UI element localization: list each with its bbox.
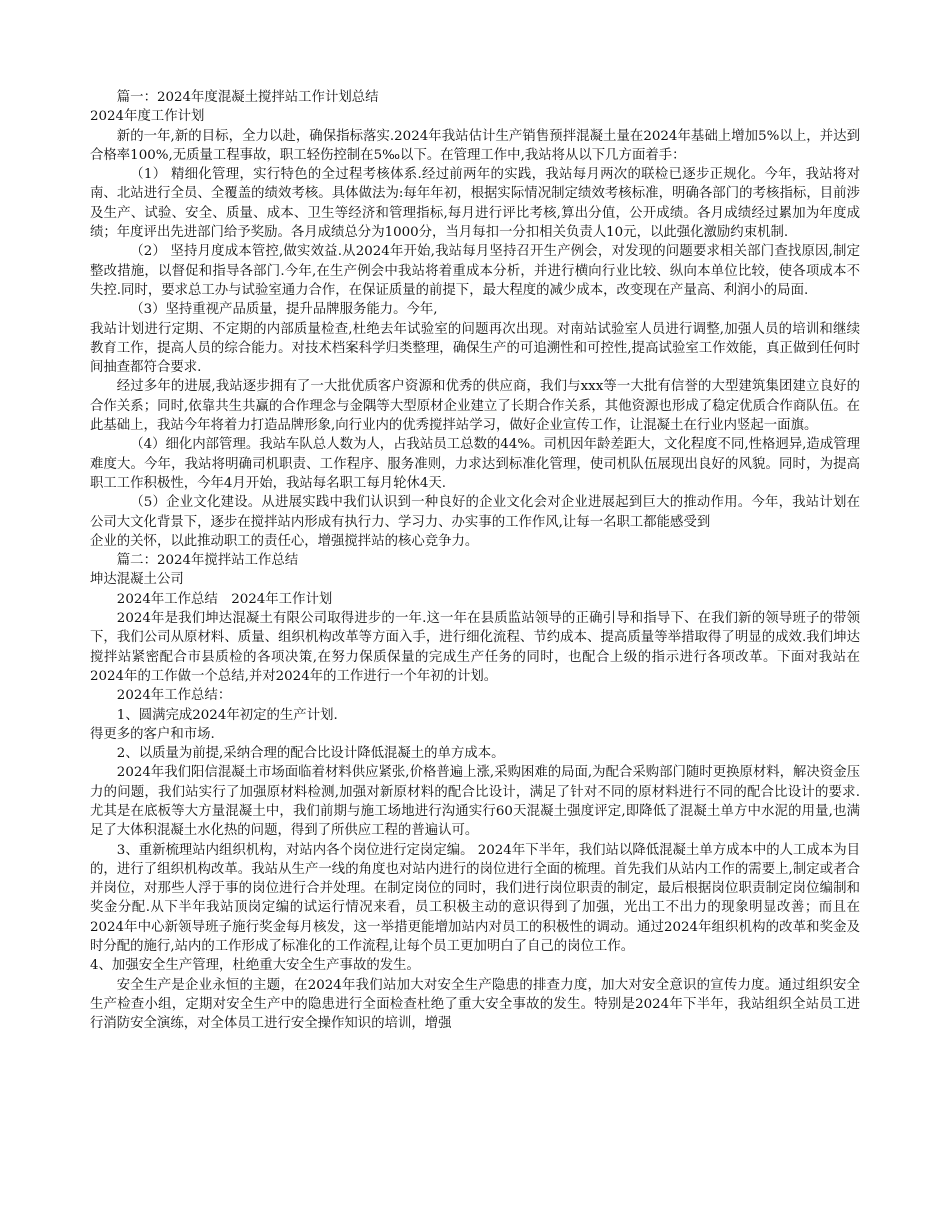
paragraph: 新的一年,新的目标，全力以赴，确保指标落实.2024年我站估计生产销售预拌混凝土量在2024年基础上增加5%以上，并达到合格率100%,无质量工程事故，职工轻伤控制在5‰以下。在管理工作中,我站将从以下几方面着手： (90, 128, 860, 163)
list-item-3: 3、重新梳理站内组织机构，对站内各个岗位进行定岗定编。 2024年下半年，我们站以降低混凝土单方成本中的人工成本为目的，进行了组织机构改革。我站从生产一线的角度也对站内进行的岗位进行全面的梳理。首先我们从站内工作的需要上,制定或者合并岗位，对那些人浮于事的岗位进行合并处理。在制定岗位的同时，我们进行岗位职责的制定，最后根据岗位职责制定岗位编制和奖金分配.从下半年我站顶岗定编的试运行情况来看，员工积极主动的意识得到了加强，光出工不出力的现象明显改善；而且在2024年中心新领导班子施行奖金每月核发，这一举措更能增加站内对员工的积极性的调动。通过2024年组织机构的改革和奖金及时分配的施行,站内的工作形成了标准化的工作流程,让每个员工更加明白了自己的岗位工作。 (90, 842, 860, 955)
paragraph-item-2: （2） 坚持月度成本管控,做实效益.从2024年开始,我站每月坚持召开生产例会，对发现的问题要求相关部门查找原因,制定整改措施，以督促和指导各部门.今年,在生产例会中我站将着重成本分析，并进行横向行业比较、纵向本单位比较，使各项成本不失控.同时，要求总工办与试验室通力合作，在保证质量的前提下，最大程度的减少成本，改变现在产量高、利润小的局面. (90, 244, 860, 298)
paragraph-item-4: （4）细化内部管理。我站车队总人数为人，占我站员工总数的44%。司机因年龄差距大，文化程度不同,性格迥异,造成管理难度大。今年，我站将明确司机职责、工作程序、服务准则，力求达到标准化管理，使司机队伍展现出良好的风貌。同时，为提高职工工作积极性，今年4月开始，我站每名职工每月轮休4天. (90, 437, 860, 491)
section-heading-2: 篇二：2024年搅拌站工作总结 (116, 553, 299, 569)
paragraph: 2024年是我们坤达混凝土有限公司取得进步的一年.这一年在县质监站领导的正确引导和指导下、在我们新的领导班子的带领下，我们公司从原材料、质量、组织机构改革等方面入手，进行细化流程、节约成本、提高质量等举措取得了明显的成效.我们坤达搅拌站紧密配合市县质检的各项决策,在努力保质保量的完成生产任务的同时，也配合上级的指示进行各项改革。下面对我站在2024年的工作做一个总结,并对2024年的工作进行一个年初的计划。 (90, 611, 860, 684)
subheading-summary-plan: 2024年工作总结 2024年工作计划 (116, 591, 333, 607)
paragraph: 企业的关怀，以此推动职工的责任心，增强搅拌站的核心竞争力。 (90, 533, 479, 549)
list-item-1: 1、圆满完成2024年初定的生产计划. (116, 707, 338, 723)
paragraph: 得更多的客户和市场. (90, 726, 215, 742)
company-name: 坤达混凝土公司 (90, 572, 184, 588)
document-body (90, 88, 860, 1034)
section-heading-1: 篇一：2024年度混凝土搅拌站工作计划总结 (116, 90, 379, 105)
paragraph: 安全生产是企业永恒的主题，在2024年我们站加大对安全生产隐患的排查力度，加大对安全意识的宣传力度。通过组织安全生产检查小组，定期对安全生产中的隐患进行全面检查杜绝了重大安全事故的发生。特别是2024年下半年，我站组织全站员工进行消防安全演练，对全体员工进行安全操作知识的培训，增强 (90, 977, 860, 1032)
paragraph: 2024年我们阳信混凝土市场面临着材料供应紧张,价格普遍上涨,采购困难的局面,为配合采购部门随时更换原材料，解决资金压力的问题，我们站实行了加强原材料检测,加强对新原材料的配合比设计，满足了针对不同的原材料进行不同的配合比设计的要求.尤其是在底板等大方量混凝土中，我们前期与施工场地进行沟通实行60天混凝土强度评定,即降低了混凝土单方中水泥的用量,也满足了大体积混凝土水化热的问题，得到了所供应工程的普遍认可。 (90, 765, 860, 839)
paragraph: 经过多年的进展,我站逐步拥有了一大批优质客户资源和优秀的供应商，我们与xxx等一大批有信誉的大型建筑集团建立良好的合作关系；同时,依靠共生共赢的合作理念与金隅等大型原材企业建立了长期合作关系，其他资源也形成了稳定优质合作商队伍。在此基础上，我站今年将着力打造品牌形象,向行业内的优秀搅拌站学习，做好企业宣传工作，让混凝土在行业内竖起一面旗。 (90, 379, 860, 434)
list-item-4: 4、加强安全生产管理，杜绝重大安全生产事故的发生。 (90, 958, 420, 974)
paragraph-item-1: （1） 精细化管理，实行特色的全过程考核体系.经过前两年的实践，我站每月两次的联检已逐步正规化。今年，我站将对南、北站进行全员、全覆盖的绩效考核。具体做法为:每年年初，根据实际情况制定绩效考核标准，明确各部门的考核指标，目前涉及生产、试验、安全、质量、成本、卫生等经济和管理指标,每月进行评比考核,算出分值，公开成绩。各月成绩经过累加为年度成绩；年度评出先进部门给予奖励。各月成绩总分为1000分，当月每扣一分扣相关负责人10元，以此强化激励约束机制. (90, 167, 860, 241)
paragraph: 我站计划进行定期、不定期的内部质量检查,杜绝去年试验室的问题再次出现。对南站试验室人员进行调整,加强人员的培训和继续教育工作，提高人员的综合能力。对技术档案科学归类整理，确保生产的可追溯性和可控性,提高试验室工作效能，真正做到任何时间抽查都符合要求. (90, 321, 860, 376)
paragraph-item-5: （5）企业文化建设。从进展实践中我们认识到一种良好的企业文化会对企业进展起到巨大的推动作用。今年，我站计划在公司大文化背景下，逐步在搅拌站内形成有执行力、学习力、办实事的工作作风,让每一名职工都能感受到 (90, 495, 860, 530)
paragraph-item-3: （3）坚持重视产品质量，提升品牌服务能力。今年, (130, 302, 438, 318)
list-item-2: 2、以质量为前提,采纳合理的配合比设计降低混凝土的单方成本。 (116, 746, 505, 762)
subheading-plan: 2024年度工作计划 (90, 109, 205, 125)
subheading-summary: 2024年工作总结： (116, 688, 232, 704)
